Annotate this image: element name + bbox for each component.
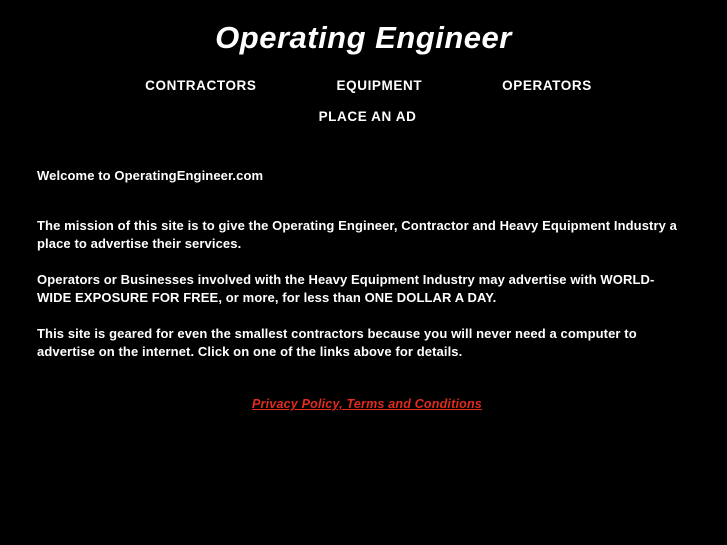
main-navigation xyxy=(0,78,727,124)
nav-link-place-an-ad[interactable]: PLACE AN AD xyxy=(318,109,417,124)
mission-paragraph: The mission of this site is to give the Operating Engineer, Contractor and Heavy Equipment Industry a place to advertise their services. xyxy=(37,218,677,251)
page-title: Operating Engineer xyxy=(215,20,512,55)
nav-row-secondary xyxy=(0,109,727,124)
nav-link-contractors[interactable]: CONTRACTORS xyxy=(145,78,257,93)
welcome-text: Welcome to OperatingEngineer.com xyxy=(37,168,264,183)
nav-link-equipment[interactable]: EQUIPMENT xyxy=(336,78,423,93)
nav-link-operators[interactable]: OPERATORS xyxy=(502,78,592,93)
smallest-contractors-paragraph: This site is geared for even the smallest contractors because you will never need a computer to advertise on the internet. Click on one of the links above for details. xyxy=(37,326,637,359)
privacy-policy-link[interactable]: Privacy Policy, Terms and Conditions xyxy=(252,397,482,411)
nav-row-primary xyxy=(0,78,727,93)
main-content xyxy=(0,168,727,413)
exposure-paragraph: Operators or Businesses involved with the Heavy Equipment Industry may advertise with WORLD-WIDE EXPOSURE FOR FREE, or more, for less than ONE DOLLAR A DAY. xyxy=(37,272,655,305)
footer xyxy=(37,395,697,413)
